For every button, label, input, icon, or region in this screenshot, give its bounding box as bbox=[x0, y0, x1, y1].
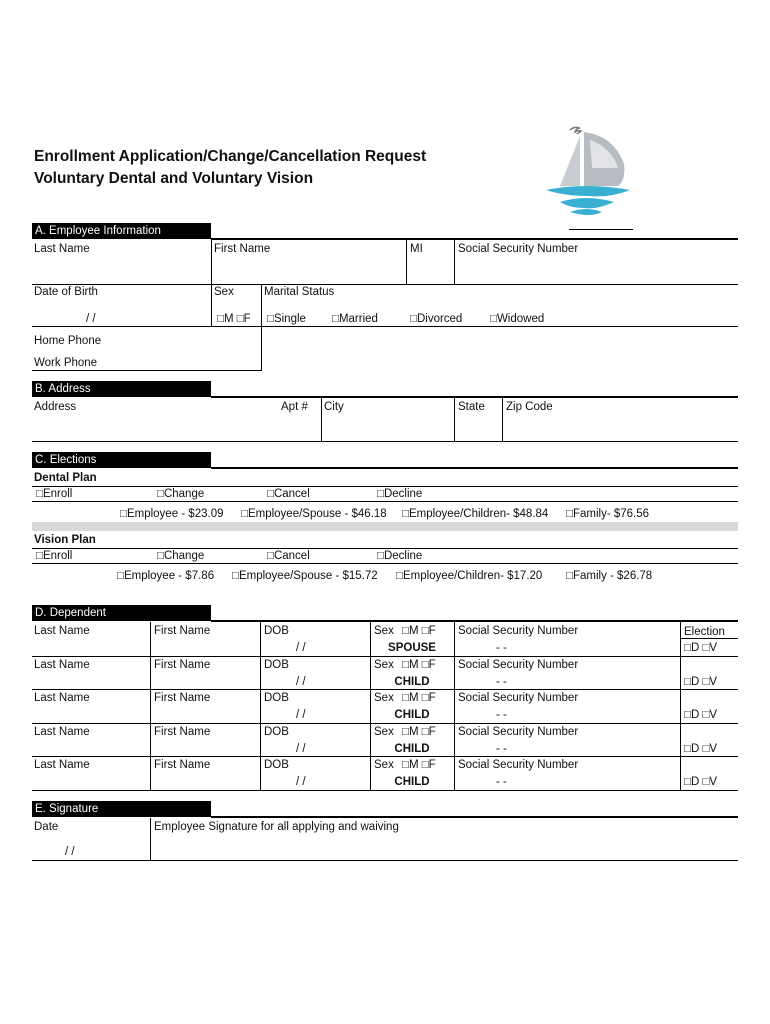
dep-sex-checkboxes[interactable]: □M □F bbox=[402, 759, 436, 771]
checkbox-divorced[interactable] bbox=[410, 313, 462, 326]
dep-label-dob: DOB bbox=[264, 658, 289, 671]
widowed-label: Widowed bbox=[496, 313, 545, 325]
dental-cancel-label: Cancel bbox=[273, 488, 310, 500]
dep-dob-field[interactable]: / / bbox=[296, 742, 306, 755]
dep-relation: CHILD bbox=[394, 742, 430, 755]
checkbox-widowed[interactable] bbox=[490, 313, 544, 326]
vision-plan-title: Vision Plan bbox=[34, 534, 96, 546]
dep-relation: CHILD bbox=[394, 675, 430, 688]
first-name-field[interactable] bbox=[213, 256, 405, 284]
logo-underline bbox=[569, 229, 633, 230]
tier-label: Family- $76.56 bbox=[572, 508, 650, 520]
dental-change-label: Change bbox=[163, 488, 205, 500]
divider bbox=[32, 563, 738, 564]
vision-enroll-label: Enroll bbox=[42, 550, 73, 562]
dental-tier-employee-children[interactable] bbox=[402, 508, 548, 521]
state-field[interactable] bbox=[456, 415, 501, 440]
mi-field[interactable] bbox=[408, 256, 453, 284]
dental-tier-employee[interactable] bbox=[120, 508, 224, 521]
dep-label-sex: Sex bbox=[374, 625, 394, 637]
tier-label: Employee/Children- $48.84 bbox=[408, 508, 549, 520]
dep-label-first-name: First Name bbox=[154, 625, 211, 637]
divider bbox=[32, 486, 738, 487]
dep-first-name-field[interactable] bbox=[152, 740, 258, 757]
dep-sex-checkboxes[interactable]: □M □F bbox=[402, 692, 436, 704]
divider bbox=[502, 397, 503, 441]
divider bbox=[406, 239, 407, 285]
section-b-header: B. Address bbox=[32, 381, 211, 397]
signature-date-field[interactable]: / / bbox=[65, 846, 75, 858]
dental-cancel-checkbox[interactable] bbox=[267, 488, 310, 501]
tier-label: Employee/Children- $17.20 bbox=[402, 570, 543, 582]
divider bbox=[454, 622, 455, 790]
dep-ssn-field[interactable]: - - bbox=[496, 776, 507, 788]
dep-ssn-field[interactable]: - - bbox=[496, 709, 507, 721]
divider bbox=[32, 860, 738, 861]
dep-label-dob: DOB bbox=[264, 759, 289, 771]
sailboat-logo-icon bbox=[540, 124, 636, 224]
section-c-header: C. Elections bbox=[32, 452, 211, 468]
divider bbox=[680, 622, 681, 790]
sex-checkboxes[interactable]: □M □F bbox=[217, 313, 251, 325]
city-field[interactable] bbox=[323, 415, 453, 440]
tier-label: Employee - $23.09 bbox=[126, 508, 224, 520]
tier-label: Employee/Spouse - $46.18 bbox=[247, 508, 387, 520]
vision-change-label: Change bbox=[163, 550, 205, 562]
dep-election-checkboxes[interactable]: □D □V bbox=[684, 776, 718, 788]
dep-dob-field[interactable]: / / bbox=[296, 709, 306, 721]
vision-enroll-checkbox[interactable] bbox=[36, 550, 72, 563]
dental-decline-label: Decline bbox=[383, 488, 423, 500]
last-name-field[interactable] bbox=[34, 256, 210, 284]
label-zip: Zip Code bbox=[506, 401, 553, 413]
tier-label: Employee/Spouse - $15.72 bbox=[238, 570, 378, 582]
divider bbox=[32, 548, 738, 549]
dep-label-last-name: Last Name bbox=[34, 692, 90, 704]
dep-sex-checkboxes[interactable]: □M □F bbox=[402, 658, 436, 671]
divider bbox=[680, 638, 738, 639]
dep-label-first-name: First Name bbox=[154, 658, 211, 671]
dep-label-dob: DOB bbox=[264, 625, 289, 637]
label-apt: Apt # bbox=[281, 401, 308, 413]
dep-sex-checkboxes[interactable]: □M □F bbox=[402, 725, 436, 738]
vision-tier-employee-spouse[interactable] bbox=[232, 570, 378, 583]
dep-election-checkboxes[interactable]: □D □V bbox=[684, 742, 718, 755]
divider bbox=[32, 501, 738, 502]
vision-decline-checkbox[interactable] bbox=[377, 550, 422, 563]
dep-label-dob: DOB bbox=[264, 725, 289, 738]
divider bbox=[32, 441, 738, 442]
label-dob: Date of Birth bbox=[34, 286, 98, 298]
dep-dob-field[interactable]: / / bbox=[296, 675, 306, 688]
divider bbox=[211, 816, 738, 818]
dep-last-name-field[interactable] bbox=[34, 706, 148, 723]
dental-enroll-label: Enroll bbox=[42, 488, 73, 500]
home-phone-field[interactable] bbox=[100, 330, 258, 348]
divider bbox=[260, 622, 261, 790]
divider bbox=[211, 285, 212, 327]
divider bbox=[150, 818, 151, 860]
dep-ssn-field[interactable]: - - bbox=[496, 742, 507, 755]
dep-label-last-name: Last Name bbox=[34, 725, 90, 738]
vision-tier-employee[interactable] bbox=[117, 570, 214, 583]
dep-label-dob: DOB bbox=[264, 692, 289, 704]
employee-signature-field[interactable] bbox=[153, 836, 737, 859]
checkbox-single[interactable] bbox=[267, 313, 306, 326]
divider bbox=[454, 397, 455, 441]
vision-tier-family[interactable] bbox=[566, 570, 652, 583]
dep-first-name-field[interactable] bbox=[152, 639, 258, 656]
dep-relation: CHILD bbox=[394, 776, 430, 788]
label-ssn: Social Security Number bbox=[458, 243, 579, 255]
divider bbox=[32, 689, 738, 690]
dental-enroll-checkbox[interactable] bbox=[36, 488, 72, 501]
dep-dob-field[interactable]: / / bbox=[296, 776, 306, 788]
dental-tier-family[interactable] bbox=[566, 508, 649, 521]
divider bbox=[211, 467, 738, 469]
dob-field[interactable]: / / bbox=[86, 313, 96, 325]
label-date: Date bbox=[34, 821, 59, 833]
tier-label: Employee - $7.86 bbox=[123, 570, 215, 582]
dep-last-name-field[interactable] bbox=[34, 639, 148, 656]
label-first-name: First Name bbox=[214, 243, 271, 255]
divider bbox=[211, 620, 738, 622]
address-field[interactable] bbox=[34, 415, 319, 440]
label-state: State bbox=[458, 401, 485, 413]
label-city: City bbox=[324, 401, 344, 413]
label-marital-status: Marital Status bbox=[264, 286, 335, 298]
dep-label-sex: Sex bbox=[374, 658, 394, 671]
dep-last-name-field[interactable] bbox=[34, 740, 148, 757]
dep-ssn-field[interactable]: - - bbox=[496, 642, 507, 654]
dep-sex-checkboxes[interactable]: □M □F bbox=[402, 625, 436, 637]
married-label: Married bbox=[338, 313, 378, 325]
dep-election-checkboxes[interactable]: □D □V bbox=[684, 675, 718, 688]
divider bbox=[32, 326, 738, 327]
divider bbox=[261, 285, 262, 371]
dep-label-ssn: Social Security Number bbox=[458, 725, 579, 738]
dep-election-checkboxes[interactable]: □D □V bbox=[684, 709, 718, 721]
form-title: Enrollment Application/Change/Cancellation Request bbox=[34, 148, 427, 165]
dental-change-checkbox[interactable] bbox=[157, 488, 204, 501]
label-employee-signature: Employee Signature for all applying and waiving bbox=[154, 821, 399, 833]
section-e-header: E. Signature bbox=[32, 801, 211, 817]
checkbox-married[interactable] bbox=[332, 313, 378, 326]
divider bbox=[32, 790, 738, 791]
divider bbox=[32, 284, 738, 285]
dep-relation: SPOUSE bbox=[388, 642, 436, 654]
divider bbox=[454, 239, 455, 285]
dep-label-sex: Sex bbox=[374, 725, 394, 738]
vision-cancel-checkbox[interactable] bbox=[267, 550, 310, 563]
dental-tier-employee-spouse[interactable] bbox=[241, 508, 387, 521]
divider bbox=[32, 723, 738, 724]
dep-election-checkboxes[interactable]: □D □V bbox=[684, 642, 718, 654]
label-last-name: Last Name bbox=[34, 243, 90, 255]
ssn-field[interactable] bbox=[456, 256, 738, 284]
label-address: Address bbox=[34, 401, 77, 413]
dep-label-ssn: Social Security Number bbox=[458, 692, 579, 704]
dep-first-name-field[interactable] bbox=[152, 773, 258, 790]
work-phone-field[interactable] bbox=[100, 352, 258, 370]
dep-first-name-field[interactable] bbox=[152, 706, 258, 723]
dep-last-name-field[interactable] bbox=[34, 773, 148, 790]
dep-label-sex: Sex bbox=[374, 759, 394, 771]
dep-label-last-name: Last Name bbox=[34, 658, 90, 671]
dep-first-name-field[interactable] bbox=[152, 673, 258, 690]
dep-relation: CHILD bbox=[394, 709, 430, 721]
dep-label-first-name: First Name bbox=[154, 725, 211, 738]
dep-label-ssn: Social Security Number bbox=[458, 658, 579, 671]
label-mi: MI bbox=[410, 243, 423, 255]
zip-field[interactable] bbox=[504, 415, 738, 440]
vision-cancel-label: Cancel bbox=[273, 550, 310, 562]
dental-plan-title: Dental Plan bbox=[34, 472, 97, 484]
vision-decline-label: Decline bbox=[383, 550, 423, 562]
divider bbox=[211, 239, 212, 285]
label-work-phone: Work Phone bbox=[34, 357, 98, 369]
label-home-phone: Home Phone bbox=[34, 335, 102, 347]
dep-label-last-name: Last Name bbox=[34, 759, 90, 771]
dep-last-name-field[interactable] bbox=[34, 673, 148, 690]
divider bbox=[211, 396, 738, 398]
dep-label-sex: Sex bbox=[374, 692, 394, 704]
form-subtitle: Voluntary Dental and Voluntary Vision bbox=[34, 170, 314, 187]
dep-label-ssn: Social Security Number bbox=[458, 759, 579, 771]
dep-label-last-name: Last Name bbox=[34, 625, 90, 637]
label-election: Election bbox=[684, 626, 725, 638]
vision-tier-employee-children[interactable] bbox=[396, 570, 542, 583]
dep-label-first-name: First Name bbox=[154, 759, 211, 771]
divider bbox=[32, 756, 738, 757]
dep-dob-field[interactable]: / / bbox=[296, 642, 306, 654]
divorced-label: Divorced bbox=[416, 313, 463, 325]
divider bbox=[321, 397, 322, 441]
vision-change-checkbox[interactable] bbox=[157, 550, 204, 563]
divider bbox=[32, 656, 738, 657]
divider bbox=[150, 622, 151, 790]
tier-label: Family - $26.78 bbox=[572, 570, 653, 582]
dental-decline-checkbox[interactable] bbox=[377, 488, 422, 501]
section-d-header: D. Dependent bbox=[32, 605, 211, 621]
dep-label-first-name: First Name bbox=[154, 692, 211, 704]
dep-ssn-field[interactable]: - - bbox=[496, 675, 507, 688]
dep-label-ssn: Social Security Number bbox=[458, 625, 579, 637]
divider bbox=[32, 370, 262, 371]
section-a-header: A. Employee Information bbox=[32, 223, 211, 239]
divider bbox=[211, 238, 738, 240]
shaded-band bbox=[32, 522, 738, 531]
single-label: Single bbox=[273, 313, 306, 325]
label-sex: Sex bbox=[214, 286, 234, 298]
